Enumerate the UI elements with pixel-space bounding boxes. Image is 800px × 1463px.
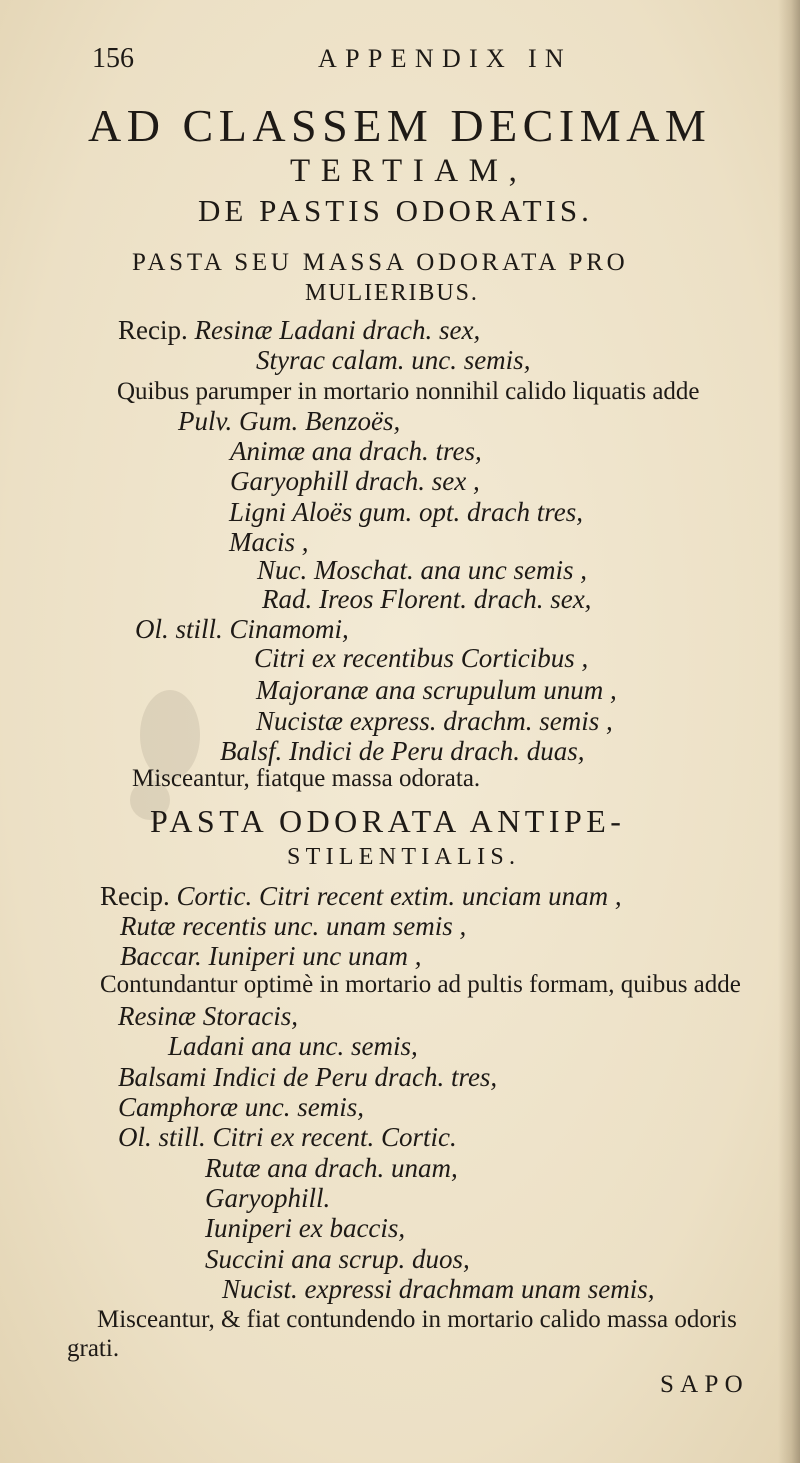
section-title-line-3: DE PASTIS ODORATIS. — [198, 193, 593, 228]
page-number: 156 — [92, 43, 134, 74]
recipe-2-line: Garyophill. — [205, 1183, 331, 1213]
recipe-1-line: Nuc. Moschat. ana unc semis , — [257, 555, 587, 585]
recipe-heading-2-line-1: PASTA ODORATA ANTIPE- — [150, 803, 626, 839]
recipe-prefix: Recip. — [100, 881, 177, 911]
ingredient-text: Resinæ Ladani drach. sex, — [194, 315, 481, 345]
page-edge-shadow — [778, 0, 800, 1463]
recipe-1-instruction: Quibus parumper in mortario nonnihil calido liquatis adde — [117, 378, 700, 405]
recipe-1-line: Citri ex recentibus Corticibus , — [254, 643, 589, 673]
recipe-heading-1-line-2: MULIERIBUS. — [305, 280, 479, 306]
recipe-1-line: Macis , — [229, 527, 309, 557]
recipe-prefix: Recip. — [118, 315, 195, 345]
section-title-line-2: TERTIAM, — [290, 153, 528, 189]
recipe-2-line: Nucist. expressi drachmam unam semis, — [222, 1274, 655, 1304]
recipe-1-line: Ligni Aloës gum. opt. drach tres, — [229, 497, 584, 527]
recipe-2-instruction: grati. — [67, 1335, 120, 1362]
recipe-1-line: Garyophill drach. sex , — [230, 466, 480, 496]
recipe-1-line: Pulv. Gum. Benzoës, — [178, 406, 401, 436]
recipe-1-line: Animæ ana drach. tres, — [230, 436, 482, 466]
catchword: SAPO — [660, 1371, 749, 1398]
recipe-2-line: Succini ana scrup. duos, — [205, 1244, 470, 1274]
section-title-line-1: AD CLASSEM DECIMAM — [88, 100, 712, 151]
running-head: APPENDIX IN — [318, 44, 573, 73]
recipe-1-line: Nucistæ express. drachm. semis , — [256, 706, 613, 736]
recipe-1-line: Majoranæ ana scrupulum unum , — [256, 675, 617, 705]
recipe-2-line: Rutæ recentis unc. unam semis , — [120, 911, 467, 941]
recipe-1-line — [118, 315, 480, 345]
recipe-2-line: Baccar. Iuniperi unc unam , — [120, 941, 422, 971]
recipe-2-line: Rutæ ana drach. unam, — [205, 1153, 458, 1183]
recipe-2-instruction: Contundantur optimè in mortario ad pultis formam, quibus adde — [100, 971, 741, 998]
recipe-1-line: Rad. Ireos Florent. drach. sex, — [262, 584, 592, 614]
recipe-2-line: Ladani ana unc. semis, — [168, 1031, 418, 1061]
recipe-2-line: Ol. still. Citri ex recent. Cortic. — [118, 1122, 457, 1152]
recipe-heading-1-line-1: PASTA SEU MASSA ODORATA PRO — [132, 249, 629, 276]
recipe-1-line: Ol. still. Cinamomi, — [135, 614, 349, 644]
ingredient-text: Cortic. Citri recent extim. unciam unam , — [176, 881, 622, 911]
recipe-1-instruction: Misceantur, fiatque massa odorata. — [132, 765, 481, 792]
recipe-2-line: Camphoræ unc. semis, — [118, 1092, 365, 1122]
recipe-2-line: Balsami Indici de Peru drach. tres, — [118, 1062, 498, 1092]
recipe-2-line: Iuniperi ex baccis, — [205, 1213, 406, 1243]
recipe-1-line: Styrac calam. unc. semis, — [256, 345, 531, 375]
recipe-2-line — [100, 881, 622, 911]
recipe-heading-2-line-2: STILENTIALIS. — [287, 844, 521, 870]
recipe-1-line: Balsf. Indici de Peru drach. duas, — [220, 736, 585, 766]
recipe-2-instruction: Misceantur, & fiat contundendo in mortario calido massa odoris — [97, 1306, 737, 1333]
recipe-2-line: Resinæ Storacis, — [118, 1001, 298, 1031]
